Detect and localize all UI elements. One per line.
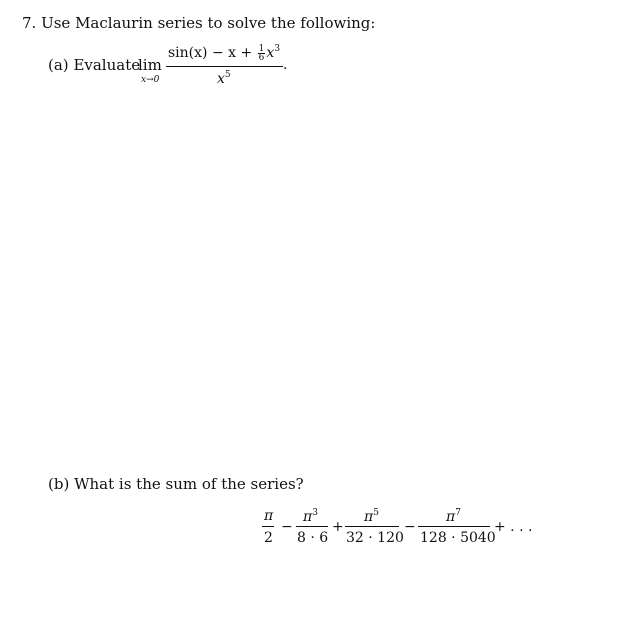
term-3-numerator: $\pi^5$ bbox=[364, 508, 379, 525]
operator-2: + bbox=[332, 519, 344, 535]
term-2-numerator: $\pi^3$ bbox=[303, 508, 318, 525]
term-1-numerator: π bbox=[264, 508, 274, 524]
term-2-denominator: 8 · 6 bbox=[297, 530, 329, 546]
term-3-denominator: 32 · 120 bbox=[346, 530, 404, 546]
term-1-bar bbox=[262, 526, 274, 527]
operator-3: − bbox=[404, 519, 416, 535]
coefficient-fraction: $\frac{1}{6}$ bbox=[258, 43, 265, 63]
limit-operator: lim bbox=[138, 56, 162, 74]
part-a-label: (a) Evaluate bbox=[48, 56, 141, 74]
period: . bbox=[283, 57, 288, 73]
term-4-numerator: $\pi^7$ bbox=[446, 508, 461, 525]
problem-statement bbox=[22, 14, 375, 32]
part-b-label: (b) What is the sum of the series? bbox=[48, 475, 304, 493]
problem-prompt: Use Maclaurin series to solve the following: bbox=[41, 14, 376, 32]
fraction-bar bbox=[166, 66, 283, 67]
term-4-denominator: 128 · 5040 bbox=[420, 530, 496, 546]
problem-number: 7. bbox=[22, 14, 37, 32]
operator-1: − bbox=[281, 519, 293, 535]
operator-4: + . . . bbox=[494, 519, 533, 535]
limit-denominator: $x^5$ bbox=[217, 70, 231, 87]
term-4-bar bbox=[418, 526, 490, 527]
term-1-denominator: 2 bbox=[264, 530, 273, 546]
limit-numerator: sin(x) − x + $\frac{1}{6}$ $x^3$ bbox=[168, 43, 281, 63]
limit-subscript: x→0 bbox=[141, 75, 160, 85]
term-2-bar bbox=[296, 526, 328, 527]
term-3-bar bbox=[345, 526, 399, 527]
